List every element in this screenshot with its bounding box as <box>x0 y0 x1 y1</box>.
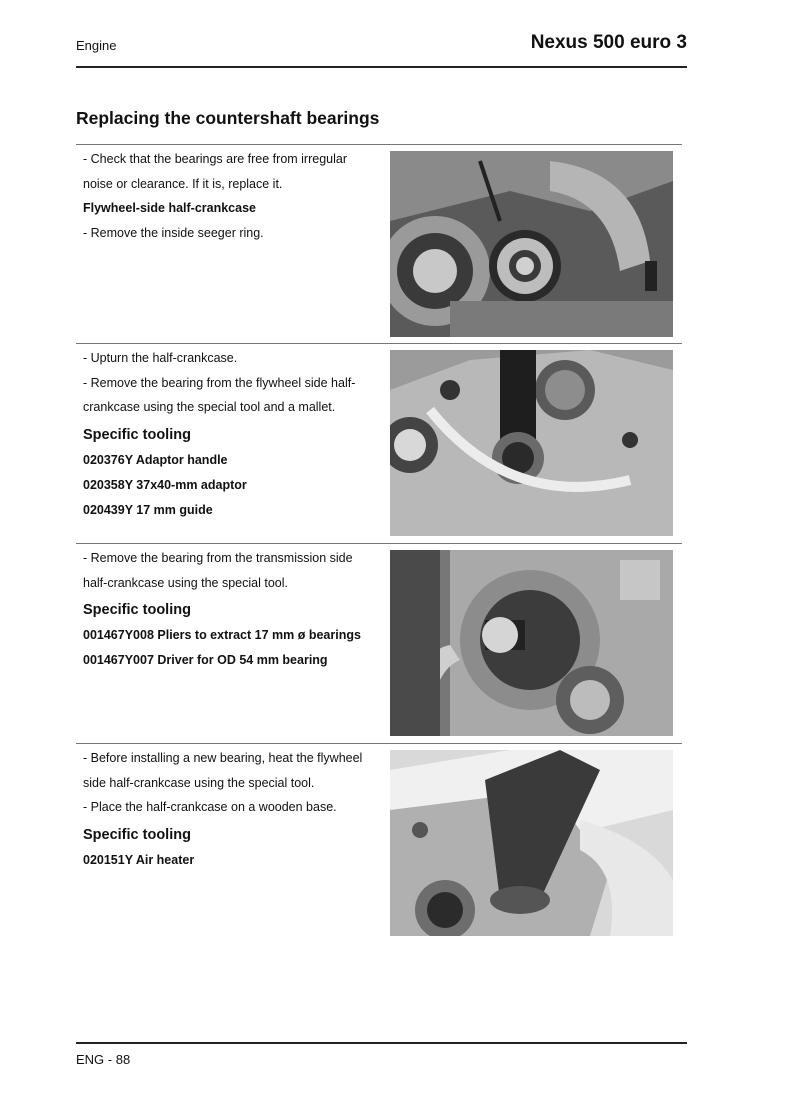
step-line: noise or clearance. If it is, replace it. <box>83 176 283 191</box>
section-label: Engine <box>76 38 117 53</box>
tooling-heading: Specific tooling <box>83 426 191 443</box>
procedure-step-2 <box>76 343 682 539</box>
procedure-step-3 <box>76 543 682 740</box>
step-line: crankcase using the special tool and a mallet. <box>83 400 336 414</box>
step-line: - Upturn the half-crankcase. <box>83 351 238 365</box>
step-line: - Check that the bearings are free from irregular <box>83 152 348 166</box>
step-text <box>83 546 383 673</box>
document-title: Nexus 500 euro 3 <box>530 32 687 53</box>
page-header <box>76 30 687 68</box>
air-heater-photo <box>390 750 673 936</box>
step-line: - Remove the bearing from the flywheel side half- <box>83 375 356 390</box>
bearing-photo <box>390 151 673 337</box>
tooling-heading: Specific tooling <box>83 826 191 843</box>
procedure-step-4 <box>76 743 682 940</box>
step-line: - Before installing a new bearing, heat the flywheel <box>83 751 363 765</box>
section-title: Replacing the countershaft bearings <box>76 108 380 128</box>
step-text <box>83 147 383 245</box>
step-line: - Place the half-crankcase on a wooden base. <box>83 800 337 814</box>
page-number: ENG - 88 <box>76 1052 131 1067</box>
tool-item: 020151Y Air heater <box>83 852 195 867</box>
step-line: half-crankcase using the special tool. <box>83 575 288 590</box>
page-footer <box>76 1042 687 1067</box>
tool-item: 001467Y007 Driver for OD 54 mm bearing <box>83 653 328 667</box>
step-line: - Remove the inside seeger ring. <box>83 225 264 240</box>
crankcase-photo <box>390 350 673 536</box>
procedure-step-1 <box>76 144 682 340</box>
tool-item: 020358Y 37x40-mm adaptor <box>83 477 247 492</box>
step-line: side half-crankcase using the special tool. <box>83 775 315 790</box>
tooling-heading: Specific tooling <box>83 602 191 618</box>
subheading: Flywheel-side half-crankcase <box>83 201 256 215</box>
step-text <box>83 346 383 523</box>
step-text <box>83 746 383 873</box>
tool-item: 020439Y 17 mm guide <box>83 502 213 517</box>
step-line: - Remove the bearing from the transmission side <box>83 551 353 565</box>
tool-item: 020376Y Adaptor handle <box>83 452 228 467</box>
bearing-extractor-photo <box>390 550 673 736</box>
tool-item: 001467Y008 Pliers to extract 17 mm ø bearings <box>83 628 361 642</box>
